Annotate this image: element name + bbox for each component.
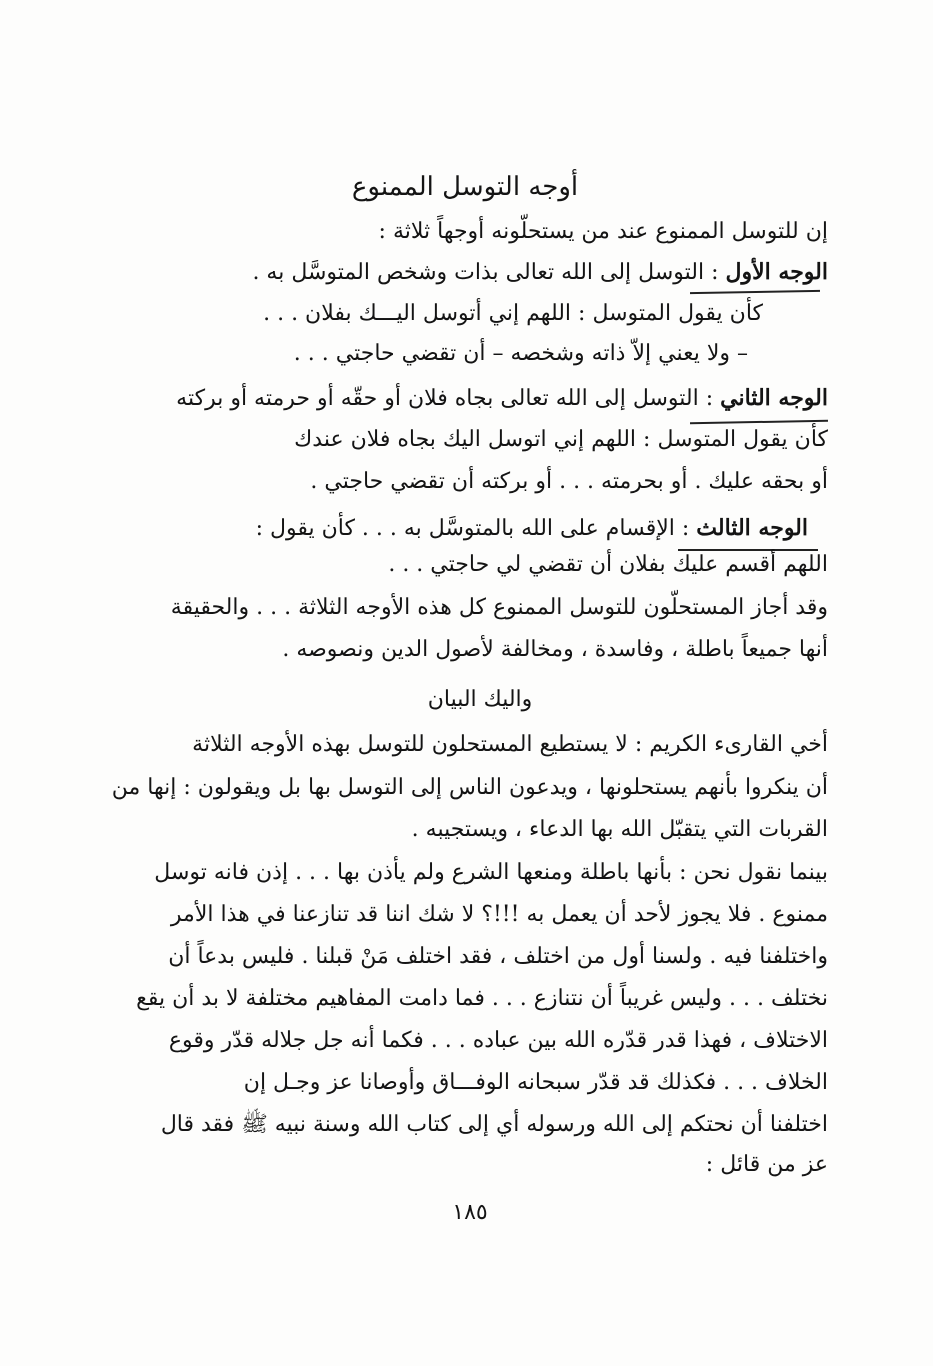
aspect-2-example-1: كأن يقول المتوسل : اللهم إني اتوسل اليك بجاه فلان عندك [294,427,828,452]
paragraph-3-line-1: بينما نقول نحن : بأنها باطلة ومنعها الشرع ولم يأذن بها . . . إذن فانه توسل [154,860,828,885]
paragraph-1-line-1: وقد أجاز المستحلّون للتوسل الممنوع كل هذه الأوجه الثلاثة . . . والحقيقة [170,595,828,620]
aspect-2-example-2: أو بحقه عليك . أو بحرمته . . . أو بركته أن تقضي حاجتي . [310,469,828,494]
paragraph-2-line-1: أخي القارىء الكريم : لا يستطيع المستحلون للتوسل بهذه الأوجه الثلاثة [192,732,828,757]
aspect-2-text: : التوسل إلى الله تعالى بجاه فلان أو حقّه أو حرمته أو بركته [176,386,714,411]
page-number: ١٨٥ [452,1200,488,1225]
aspect-3-text: : الإقسام على الله بالمتوسَّل به . . . كأن يقول : [255,516,690,541]
paragraph-3-line-4: نختلف . . . وليس غريباً أن نتنازع . . . فما دامت المفاهيم مختلفة لا بد أن يقع [136,986,828,1011]
aspect-3-example-1: اللهم أقسم عليك بفلان أن تقضي لي حاجتي . . . [388,552,828,577]
aspect-1-example-2: – ولا يعني إلاّ ذاته وشخصه – أن تقضي حاجتي . . . [293,341,748,366]
aspect-2-line [176,378,828,418]
section-subtitle: واليك البيان [427,687,533,712]
aspect-1-line [252,252,828,292]
aspect-1-label: الوجه الأول [725,259,828,285]
paragraph-2-line-2: أن ينكروا بأنهم يستحلونها ، ويدعون الناس إلى التوسل بها بل ويقولون : إنها من [111,775,828,800]
intro-line: إن للتوسل الممنوع عند من يستحلّونه أوجهاً ثلاثة : [378,219,828,244]
aspect-2-label: الوجه الثاني [720,385,828,411]
aspect-3-label: الوجه الثالث [696,515,808,541]
paragraph-3-line-5: الاختلاف ، فهذا قدر قدّره الله بين عباده . . . فكما أنه جل جلاله قدّر وقوع [168,1028,828,1053]
paragraph-2-line-3: القربات التي يتقبّل الله بها الدعاء ، ويستجيبه . [411,817,828,842]
paragraph-3-line-3: واختلفنا فيه . ولسنا أول من اختلف ، فقد اختلف مَنْ قبلنا . فليس بدعاً أن [168,944,828,969]
paragraph-3-line-2: ممنوع . فلا يجوز لأحد أن يعمل به !!!؟ لا شك اننا قد تنازعنا في هذا الأمر [170,902,828,927]
paragraph-3-line-6: الخلاف . . . فكذلك قد قدّر سبحانه الوفـــاق وأوصانا عز وجـل إن [243,1070,828,1095]
paragraph-1-line-2: أنها جميعاً باطلة ، وفاسدة ، ومخالفة لأصول الدين ونصوصه . [282,637,828,662]
aspect-1-example-1: كأن يقول المتوسل : اللهم إني أتوسل اليـــك بفلان . . . [263,301,763,326]
paragraph-3-line-7: اختلفنا أن نحتكم إلى الله ورسوله أي إلى كتاب الله وسنة نبيه ﷺ فقد قال [160,1112,828,1137]
page-title: أوجه التوسل الممنوع [351,172,579,202]
paragraph-3-line-8: عز من قائل : [705,1152,828,1177]
aspect-1-text: : التوسل إلى الله تعالى بذات وشخص المتوسَّل به . [252,260,719,285]
aspect-3-line [256,508,808,548]
